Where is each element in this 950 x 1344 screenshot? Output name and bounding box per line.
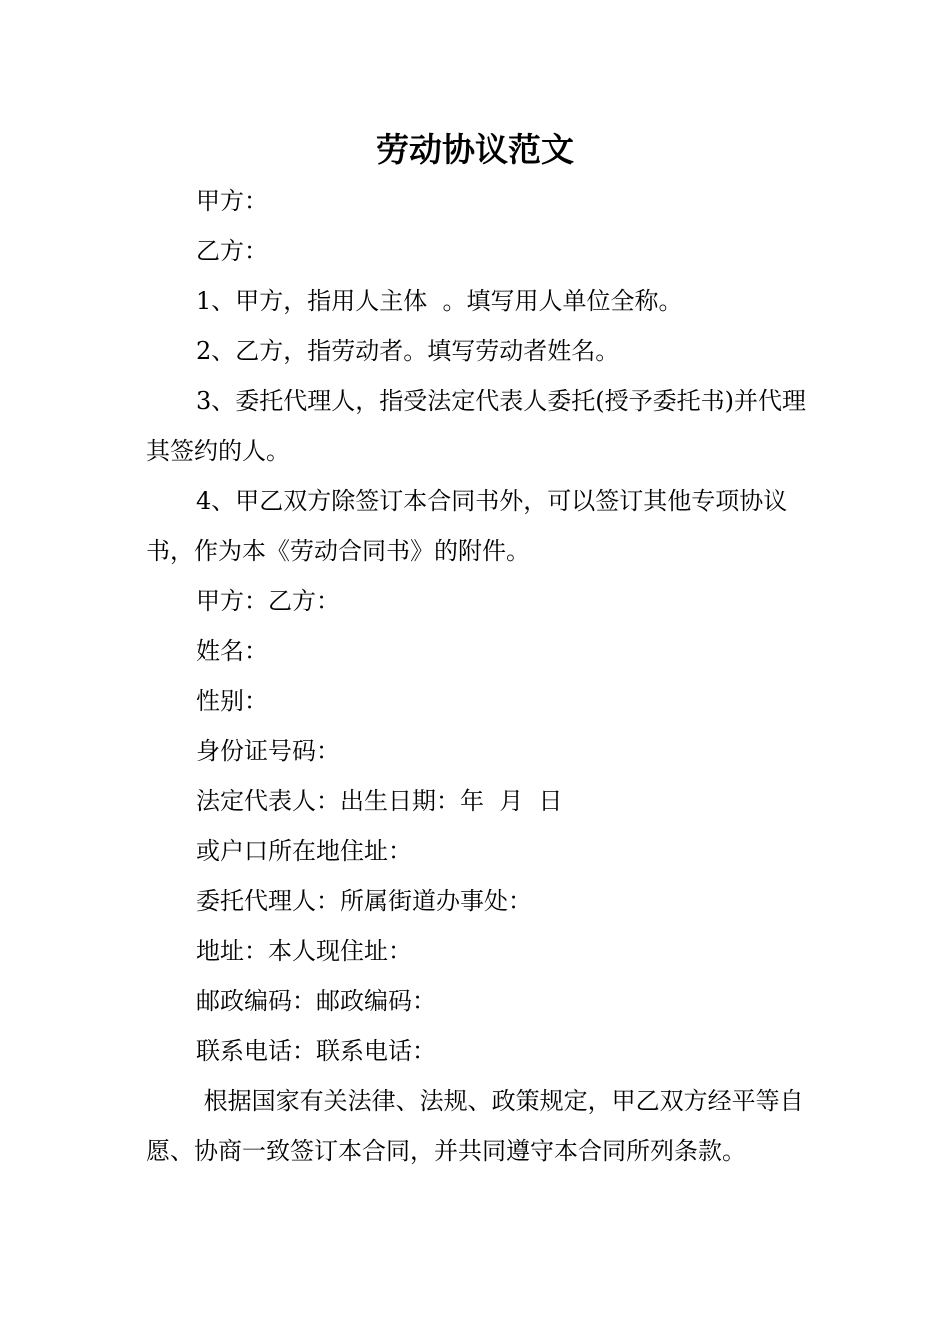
document-body [146, 176, 808, 1176]
paragraph-phone: 联系电话：联系电话： [196, 1037, 436, 1065]
paragraph-name: 姓名： [196, 637, 268, 665]
paragraph-definition-1: 1、甲方，指用人主体 。填写用人单位全称。 [196, 287, 683, 315]
paragraph-agreement: 根据国家有关法律、法规、政策规定，甲乙双方经平等自愿、协商一致签订本合同，并共同遵守本合同所列条款。 [146, 1087, 804, 1165]
document-title: 劳动协议范文 [376, 130, 574, 169]
paragraph-agent: 委托代理人：所属街道办事处： [196, 887, 532, 915]
paragraph-party-a: 甲方： [196, 187, 268, 215]
paragraph-address: 地址：本人现住址： [196, 937, 412, 965]
paragraph-definition-3: 3、委托代理人，指受法定代表人委托(授予委托书)并代理其签约的人。 [146, 387, 806, 465]
paragraph-definition-4: 4、甲乙双方除签订本合同书外，可以签订其他专项协议书，作为本《劳动合同书》的附件。 [146, 487, 788, 565]
paragraph-legal-rep: 法定代表人：出生日期：年 月 日 [196, 787, 563, 815]
paragraph-gender: 性别： [196, 687, 268, 715]
paragraph-parties: 甲方：乙方： [196, 587, 340, 615]
paragraph-household-address: 或户口所在地住址： [196, 837, 412, 865]
paragraph-definition-2: 2、乙方，指劳动者。填写劳动者姓名。 [196, 337, 620, 365]
paragraph-party-b: 乙方： [196, 237, 268, 265]
paragraph-postcode: 邮政编码：邮政编码： [196, 987, 436, 1015]
paragraph-id-number: 身份证号码： [196, 737, 340, 765]
